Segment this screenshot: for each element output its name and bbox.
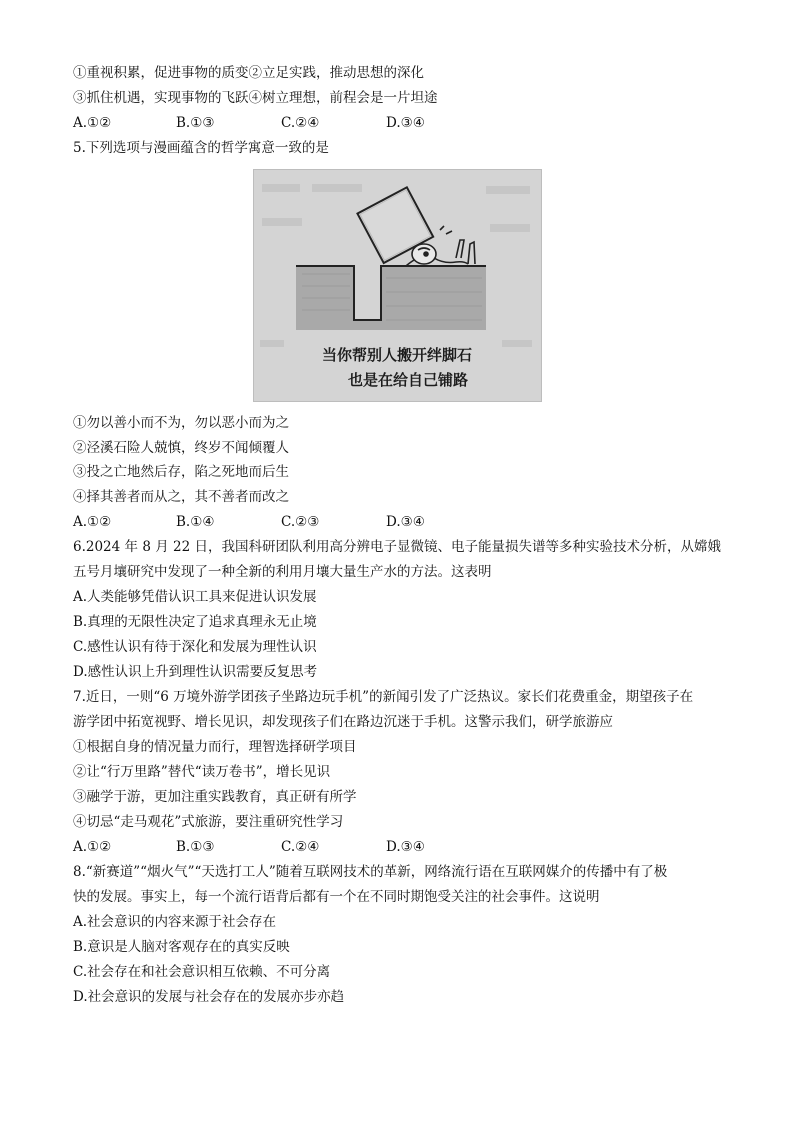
q8-stem-line-1: 8.“新赛道”“烟火气”“天选打工人”随着互联网技术的革新，网络流行语在互联网媒介的传播中有了极 <box>73 864 668 880</box>
cartoon-caption-line-2: 也是在给自己铺路 <box>347 371 469 389</box>
choice-d[interactable]: D.③④ <box>386 839 425 855</box>
choice-c[interactable]: C.②④ <box>281 839 320 855</box>
q6-choice-d[interactable]: D.感性认识上升到理性认识需要反复思考 <box>73 664 318 680</box>
q7-item-2: ②让“行万里路”替代“读万卷书”，增长见识 <box>73 764 331 780</box>
q7-choices <box>73 837 713 857</box>
q7-item-3: ③融学于游，更加注重实践教育，真正研有所学 <box>73 789 357 805</box>
q6-stem-line-1: 6.2024 年 8 月 22 日，我国科研团队利用高分辨电子显微镜、电子能量损失谱等多种实验技术分析，从嫦娥 <box>73 539 721 555</box>
q5-item-3: ③投之亡地然后存，陷之死地而后生 <box>73 464 289 480</box>
q5-item-2: ②泾溪石险人兢慎，终岁不闻倾覆人 <box>73 440 289 456</box>
q7-item-4: ④切忌“走马观花”式旅游，要注重研究性学习 <box>73 814 344 830</box>
q8-choice-c[interactable]: C.社会存在和社会意识相互依赖、不可分离 <box>73 964 331 980</box>
q5-stem: 5.下列选项与漫画蕴含的哲学寓意一致的是 <box>73 140 329 156</box>
choice-a[interactable]: A.①② <box>73 839 112 855</box>
q5-item-1: ①勿以善小而不为，勿以恶小而为之 <box>73 415 289 431</box>
q7-stem-line-2: 游学团中拓宽视野、增长见识，却发现孩子们在路边沉迷于手机。这警示我们，研学旅游应 <box>73 714 613 730</box>
q7-item-1: ①根据自身的情况量力而行，理智选择研学项目 <box>73 739 357 755</box>
choice-a[interactable]: A.①② <box>73 115 112 131</box>
q8-choice-d[interactable]: D.社会意识的发展与社会存在的发展亦步亦趋 <box>73 989 345 1005</box>
choice-b[interactable]: B.①④ <box>176 514 215 530</box>
q4-choices <box>73 113 713 133</box>
choice-b[interactable]: B.①③ <box>176 115 215 131</box>
q6-choice-a[interactable]: A.人类能够凭借认识工具来促进认识发展 <box>73 589 317 605</box>
q5-item-4: ④择其善者而从之，其不善者而改之 <box>73 489 289 505</box>
choice-d[interactable]: D.③④ <box>386 514 425 530</box>
q4-option-line-2: ③抓住机遇，实现事物的飞跃④树立理想，前程会是一片坦途 <box>73 90 438 106</box>
q4-option-line-1: ①重视积累，促进事物的质变②立足实践，推动思想的深化 <box>73 65 424 81</box>
choice-a[interactable]: A.①② <box>73 514 112 530</box>
q6-choice-b[interactable]: B.真理的无限性决定了追求真理永无止境 <box>73 614 317 630</box>
cartoon-drawing <box>254 170 541 401</box>
q6-choice-c[interactable]: C.感性认识有待于深化和发展为理性认识 <box>73 639 317 655</box>
q8-choice-a[interactable]: A.社会意识的内容来源于社会存在 <box>73 914 277 930</box>
cartoon-image <box>253 169 542 402</box>
q8-stem-line-2: 快的发展。事实上，每一个流行语背后都有一个在不同时期饱受关注的社会事件。这说明 <box>73 889 600 905</box>
choice-b[interactable]: B.①③ <box>176 839 215 855</box>
choice-c[interactable]: C.②④ <box>281 115 320 131</box>
q6-stem-line-2: 五号月壤研究中发现了一种全新的利用月壤大量生产水的方法。这表明 <box>73 564 492 580</box>
q5-choices <box>73 512 713 532</box>
choice-d[interactable]: D.③④ <box>386 115 425 131</box>
choice-c[interactable]: C.②③ <box>281 514 320 530</box>
q7-stem-line-1: 7.近日，一则“6 万境外游学团孩子坐路边玩手机”的新闻引发了广泛热议。家长们花费重金，期望孩子在 <box>73 689 694 705</box>
cartoon-caption-line-1: 当你帮别人搬开绊脚石 <box>321 346 473 364</box>
q8-choice-b[interactable]: B.意识是人脑对客观存在的真实反映 <box>73 939 290 955</box>
